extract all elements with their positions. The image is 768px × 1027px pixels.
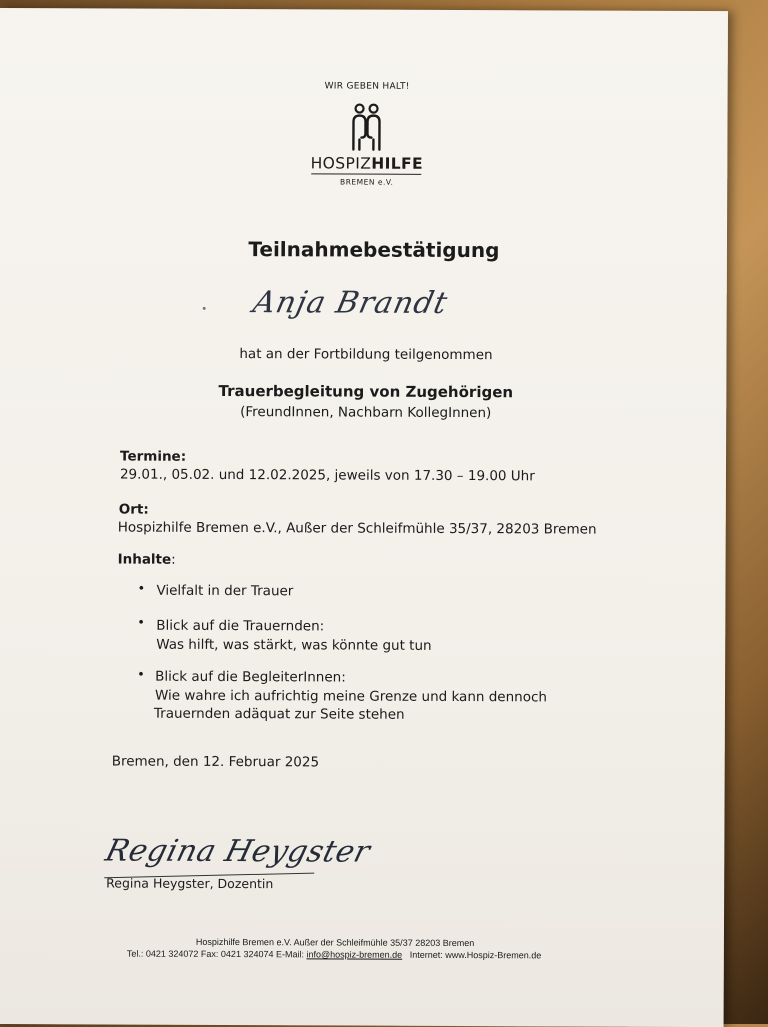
letterhead-slogan: WIR GEBEN HALT! [324,81,410,92]
bullet-icon: • [137,581,146,597]
brand-rule [311,173,421,174]
contents-item-1-line1: Vielfalt in der Trauer [156,582,294,600]
contents-item-2-line2: Was hilft, was stärkt, was könnte gut tun [156,636,432,654]
bullet-icon: • [137,667,145,683]
contents-item-3-line1: Blick auf die BegleiterInnen: [155,668,346,686]
contents-heading [118,549,176,568]
course-title: Trauerbegleitung von Zugehörigen [218,381,514,402]
footer-website: Internet: www.Hospiz-Bremen.de [409,949,542,961]
footer-phone: Tel.: 0421 324072 Fax: 0421 324074 E-Mail: [126,948,305,960]
signer-name: Regina Heygster, Dozentin [106,875,274,892]
brand-part1: HOSPIZ [310,154,372,173]
certificate-page [0,8,728,1027]
participant-name: Anja Brandt [249,285,452,321]
certificate-title: Teilnahmebestätigung [248,237,500,263]
hospiz-logo-icon [348,104,384,152]
contents-item-2-line1: Blick auf die Trauernden: [156,617,325,635]
bullet-icon: • [137,615,146,631]
location-value: Hospizhilfe Bremen e.V., Außer der Schleifmühle 35/37, 28203 Bremen [117,519,597,538]
ink-dot [203,307,206,310]
contents-colon: : [171,551,176,568]
contents-item-3-line2: Wie wahre ich aufrichtig meine Grenze und kann dennoch [154,687,548,706]
contents-item-3-line3: Trauernden adäquat zur Seite stehen [153,705,405,723]
location-label: Ort: [118,501,149,518]
letterhead-subtitle: BREMEN e.V. [340,177,394,187]
participation-text: hat an der Fortbildung teilgenommen [239,346,493,364]
dates-value: 29.01., 05.02. und 12.02.2025, jeweils von 17.30 – 19.00 Uhr [119,466,535,485]
course-subtitle: (FreundInnen, Nachbarn KollegInnen) [240,404,492,422]
dates-label: Termine: [120,448,187,465]
letterhead-brand [0,153,734,174]
signature: Regina Heygster [101,833,374,870]
place-date: Bremen, den 12. Februar 2025 [111,753,320,771]
footer-email-link[interactable]: info@hospiz-bremen.de [306,949,403,960]
brand-part2: HILFE [371,154,424,173]
contents-label: Inhalte [117,551,172,568]
footer-address: Hospizhilfe Bremen e.V. Außer der Schleifmühle 35/37 28203 Bremen [195,936,475,949]
footer-contact [127,949,541,961]
